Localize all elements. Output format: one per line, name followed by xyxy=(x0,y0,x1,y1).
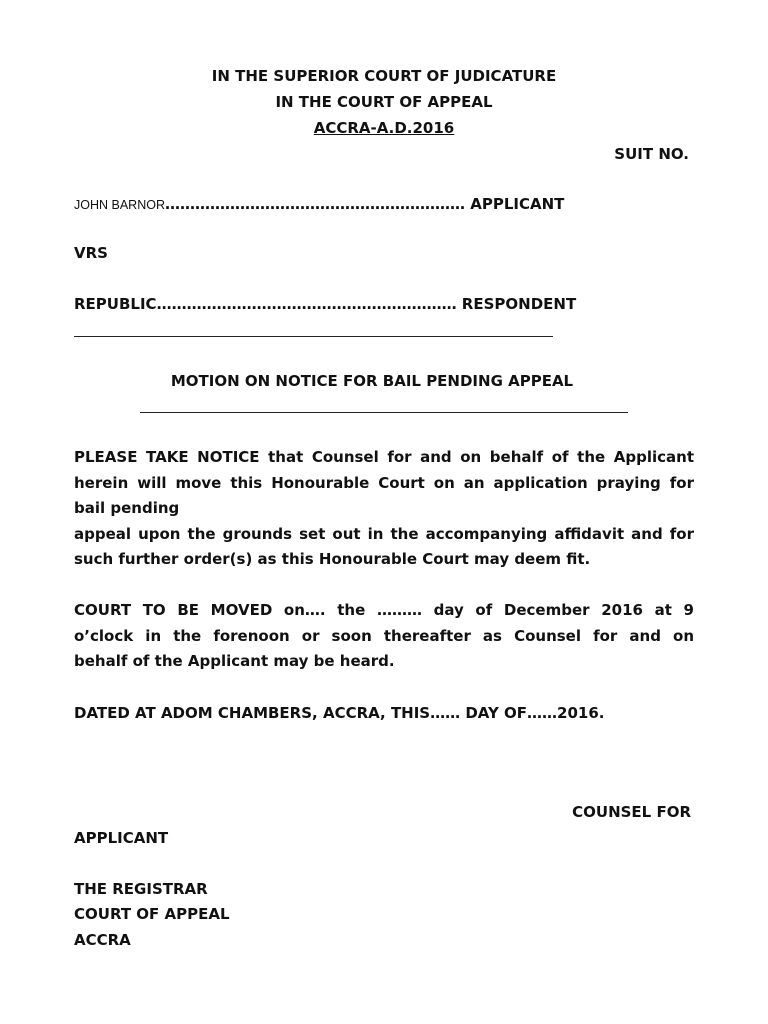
divider-upper xyxy=(74,336,553,337)
addressee-line3: ACCRA xyxy=(74,931,131,949)
motion-title: MOTION ON NOTICE FOR BAIL PENDING APPEAL xyxy=(170,372,574,390)
addressee-line1: THE REGISTRAR xyxy=(74,880,208,898)
divider-lower xyxy=(140,412,628,413)
applicant-role: APPLICANT xyxy=(470,195,565,213)
applicant-line xyxy=(74,194,694,215)
applicant-name: JOHN BARNOR xyxy=(74,198,165,212)
court-location-year: ACCRA-A.D.2016 xyxy=(313,119,455,137)
hearing-line-2: o’clock in the forenoon or soon thereafter as Counsel for and on xyxy=(74,626,694,645)
notice-paragraph xyxy=(74,445,694,573)
notice-line-1: PLEASE TAKE NOTICE that Counsel for and on behalf of the Applicant xyxy=(74,448,694,466)
respondent-line xyxy=(74,294,694,314)
counsel-for-label: COUNSEL FOR xyxy=(572,803,691,821)
respondent-role: RESPONDENT xyxy=(461,295,577,313)
respondent-name: REPUBLIC xyxy=(74,295,157,313)
suit-number-label: SUIT NO. xyxy=(614,145,689,163)
notice-line-3: bail pending xyxy=(74,499,180,517)
court-heading-line3 xyxy=(74,118,694,138)
respondent-dots: …………………………………………………… xyxy=(156,295,462,313)
versus-label: VRS xyxy=(74,244,108,262)
notice-line-5: such further order(s) as this Honourable Court may deem fit. xyxy=(74,550,591,568)
court-heading-line1: IN THE SUPERIOR COURT OF JUDICATURE xyxy=(211,67,557,85)
notice-line-4: appeal upon the grounds set out in the accompanying affidavit and for xyxy=(74,524,694,543)
applicant-dots: …………………………………………………… xyxy=(164,195,471,213)
court-heading-line2: IN THE COURT OF APPEAL xyxy=(275,93,493,111)
counsel-applicant-label: APPLICANT xyxy=(74,829,169,847)
hearing-line-3: behalf of the Applicant may be heard. xyxy=(74,652,395,670)
hearing-paragraph xyxy=(74,598,694,675)
notice-line-2: herein will move this Honourable Court on an application praying for xyxy=(74,473,694,492)
addressee-line2: COURT OF APPEAL xyxy=(74,905,230,923)
hearing-line-1: COURT TO BE MOVED on…. the ……… day of December 2016 at 9 xyxy=(74,601,694,619)
dated-line: DATED AT ADOM CHAMBERS, ACCRA, THIS…… DAY OF……2016. xyxy=(74,704,605,722)
